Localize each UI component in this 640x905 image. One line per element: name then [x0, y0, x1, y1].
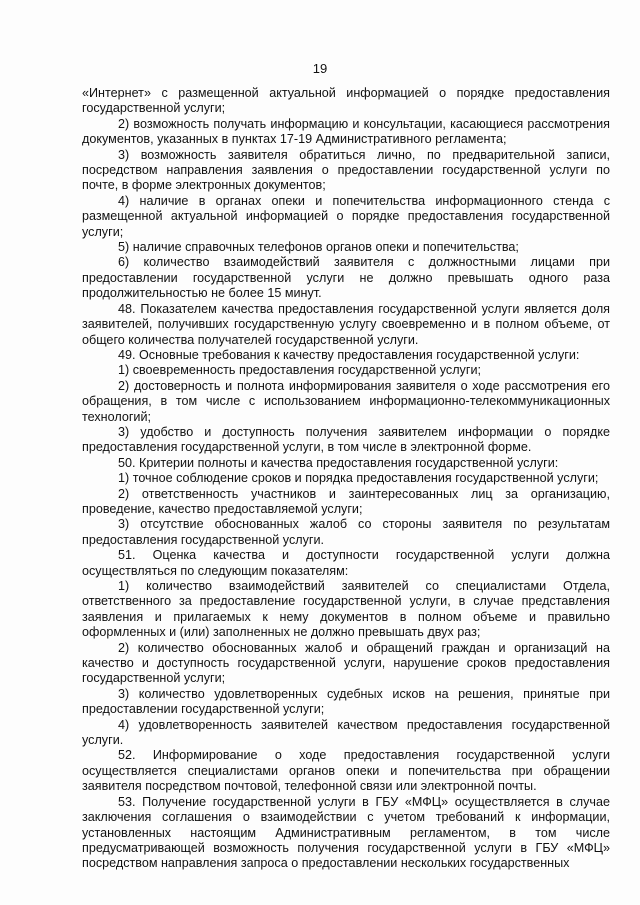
paragraph-49-item-1: 1) своевременность предоставления государственной услуги; [118, 363, 481, 378]
paragraph-item-4-info-stand: 4) наличие в органах опеки и попечительства информационного стенда с размещенной актуальной информацией о порядке предоставления государственной услуги; [82, 193, 610, 239]
paragraph-internet-info: «Интернет» с размещенной актуальной информацией о порядке предоставления государственной услуги; [82, 86, 610, 116]
paragraph-51: 51. Оценка качества и доступности государственной услуги должна осуществляться по следующим показателям: [82, 548, 610, 578]
paragraph-49: 49. Основные требования к качеству предоставления государственной услуги: [118, 347, 580, 362]
paragraph-52: 52. Информирование о ходе предоставления государственной услуги осуществляется специалистами органов опеки и попечительства при обращении заявителя посредством почтовой, телефонной связи или электронной почты. [82, 748, 610, 794]
paragraph-51-item-3: 3) количество удовлетворенных судебных исков на решения, принятые при предоставлении государственной услуги; [82, 686, 610, 717]
paragraph-53: 53. Получение государственной услуги в ГБУ «МФЦ» осуществляется в случае заключения соглашения о взаимодействии с учетом требований к информации, установленных настоящим Административным регламентом, в том числе предусматривающей возможность получения государственной услуги в ГБУ «МФЦ» посредством направления запроса о предоставлении нескольких государственных [82, 794, 610, 871]
paragraph-50-item-3: 3) отсутствие обоснованных жалоб со стороны заявителя по результатам предоставления государственной услуги. [82, 517, 610, 547]
paragraph-50-item-1: 1) точное соблюдение сроков и порядка предоставления государственной услуги; [118, 471, 599, 486]
paragraph-50-item-2: 2) ответственность участников и заинтересованных лиц за организацию, проведение, качество предоставляемой услуги; [82, 486, 610, 516]
paragraph-item-6-interactions: 6) количество взаимодействий заявителя с должностными лицами при предоставлении государственной услуги не должно превышать одного раза продолжительностью не более 15 минут. [82, 255, 610, 301]
paragraph-item-2-consultations: 2) возможность получать информацию и консультации, касающиеся рассмотрения документов, указанных в пунктах 17-19 Административного регламента; [82, 116, 610, 147]
document-body [82, 86, 610, 872]
paragraph-48: 48. Показателем качества предоставления государственной услуги является доля заявителей, получивших государственную услугу своевременно и в полном объеме, от общего количества получателей государственной услуги. [82, 301, 610, 347]
paragraph-51-item-1: 1) количество взаимодействий заявителей со специалистами Отдела, ответственного за предоставление государственной услуги, в случае представления заявления и прилагаемых к нему документов в полном объеме и правильно оформленных и (или) заполненных не должно превышать двух раз; [82, 579, 610, 640]
paragraph-51-item-2: 2) количество обоснованных жалоб и обращений граждан и организаций на качество и доступность государственной услуги, нарушение сроков предоставления государственной услуги; [82, 640, 610, 686]
paragraph-50: 50. Критерии полноты и качества предоставления государственной услуги: [118, 455, 559, 470]
paragraph-item-5-phones: 5) наличие справочных телефонов органов опеки и попечительства; [118, 240, 519, 255]
paragraph-item-3-personal-appeal: 3) возможность заявителя обратиться лично, по предварительной записи, посредством направления заявления о предоставлении государственной услуги по почте, в форме электронных документов; [82, 147, 610, 193]
paragraph-49-item-3: 3) удобство и доступность получения заявителем информации о порядке предоставления государственной услуги, в том числе в электронной форме. [82, 424, 610, 455]
page-number: 19 [312, 61, 328, 76]
paragraph-49-item-2: 2) достоверность и полнота информирования заявителя о ходе рассмотрения его обращения, в том числе с использованием информационно-телекоммуникационных технологий; [82, 378, 610, 424]
paragraph-51-item-4: 4) удовлетворенность заявителей качеством предоставления государственной услуги. [82, 717, 610, 748]
